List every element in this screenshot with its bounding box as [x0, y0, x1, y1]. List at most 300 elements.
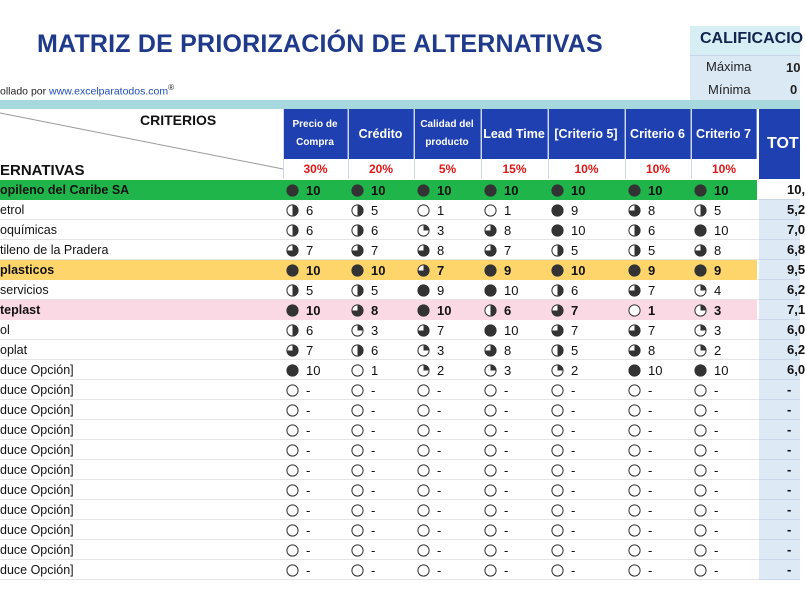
alternative-name[interactable]: duce Opción]	[0, 403, 74, 417]
harvey-ball-icon	[694, 424, 707, 437]
score-value: 2	[571, 362, 579, 378]
harvey-ball-icon	[484, 564, 497, 577]
score-cell[interactable]	[694, 400, 718, 420]
score-cell[interactable]	[694, 500, 718, 520]
score-value: -	[504, 522, 509, 538]
score-cell[interactable]	[628, 320, 655, 340]
score-cell[interactable]	[351, 340, 378, 360]
alternative-name[interactable]: ol	[0, 323, 10, 337]
score-value: 10	[306, 302, 321, 318]
score-cell[interactable]	[551, 440, 575, 460]
harvey-ball-icon	[484, 204, 497, 217]
score-cell[interactable]	[484, 280, 518, 300]
score-cell[interactable]	[286, 440, 310, 460]
harvey-ball-icon	[628, 304, 641, 317]
score-cell[interactable]	[484, 260, 511, 280]
score-cell[interactable]	[694, 220, 728, 240]
score-value: 6	[648, 222, 656, 238]
score-cell[interactable]	[551, 180, 585, 200]
alternative-name[interactable]: duce Opción]	[0, 463, 74, 477]
score-cell[interactable]	[286, 460, 310, 480]
alternative-name[interactable]: plasticos	[0, 263, 55, 277]
score-cell[interactable]	[484, 360, 511, 380]
score-cell[interactable]	[694, 540, 718, 560]
harvey-ball-icon	[351, 284, 364, 297]
score-cell[interactable]	[694, 360, 728, 380]
score-cell[interactable]	[628, 200, 655, 220]
score-cell[interactable]	[628, 460, 652, 480]
score-value: -	[437, 442, 442, 458]
score-cell[interactable]	[694, 280, 721, 300]
score-cell[interactable]	[351, 280, 378, 300]
table-row	[0, 240, 757, 260]
score-cell[interactable]	[694, 420, 718, 440]
score-cell[interactable]	[628, 360, 662, 380]
alternative-name[interactable]: duce Opción]	[0, 363, 74, 377]
score-cell[interactable]	[286, 340, 313, 360]
score-cell[interactable]	[286, 180, 320, 200]
score-cell[interactable]	[417, 280, 444, 300]
score-cell[interactable]	[286, 220, 313, 240]
score-value: 2	[714, 342, 722, 358]
harvey-ball-icon	[551, 244, 564, 257]
score-cell[interactable]	[694, 240, 721, 260]
score-cell[interactable]	[551, 420, 575, 440]
score-cell[interactable]	[628, 400, 652, 420]
criterion-header-5[interactable]: [Criterio 5]	[548, 109, 625, 159]
score-value: -	[571, 482, 576, 498]
score-cell[interactable]	[286, 500, 310, 520]
score-cell[interactable]	[484, 380, 508, 400]
score-cell[interactable]	[351, 180, 385, 200]
score-cell[interactable]	[628, 520, 652, 540]
score-cell[interactable]	[351, 420, 375, 440]
harvey-ball-icon	[286, 544, 299, 557]
harvey-ball-icon	[694, 444, 707, 457]
score-cell[interactable]	[628, 440, 652, 460]
alternativas-label: ERNATIVAS	[0, 162, 85, 179]
score-cell[interactable]	[694, 340, 721, 360]
score-cell[interactable]	[484, 220, 511, 240]
score-cell[interactable]	[484, 240, 511, 260]
score-value: -	[714, 402, 719, 418]
score-cell[interactable]	[551, 460, 575, 480]
harvey-ball-icon	[417, 344, 430, 357]
harvey-ball-icon	[286, 184, 299, 197]
score-cell[interactable]	[286, 280, 313, 300]
harvey-ball-icon	[694, 384, 707, 397]
score-cell[interactable]	[351, 440, 375, 460]
score-cell[interactable]	[417, 420, 441, 440]
score-cell[interactable]	[417, 360, 444, 380]
criterion-weight-2[interactable]: 20%	[368, 162, 394, 176]
alternative-name[interactable]: etrol	[0, 203, 25, 217]
score-cell[interactable]	[551, 200, 578, 220]
score-cell[interactable]	[694, 320, 721, 340]
score-cell[interactable]	[484, 500, 508, 520]
harvey-ball-icon	[351, 384, 364, 397]
score-cell[interactable]	[417, 540, 441, 560]
score-cell[interactable]	[551, 380, 575, 400]
harvey-ball-icon	[286, 524, 299, 537]
score-cell[interactable]	[351, 540, 375, 560]
score-cell[interactable]	[351, 300, 378, 320]
total-cell: -	[757, 420, 800, 440]
score-value: 10	[571, 182, 586, 198]
alternative-name[interactable]: oquímicas	[0, 223, 57, 237]
score-value: -	[648, 422, 653, 438]
score-cell[interactable]	[484, 400, 508, 420]
score-cell[interactable]	[551, 300, 578, 320]
score-cell[interactable]	[628, 500, 652, 520]
score-cell[interactable]	[694, 480, 718, 500]
score-cell[interactable]	[484, 320, 518, 340]
criterion-header-4[interactable]: Lead Time	[481, 109, 548, 159]
score-cell[interactable]	[417, 200, 444, 220]
score-cell[interactable]	[286, 260, 320, 280]
table-row	[0, 560, 757, 580]
harvey-ball-icon	[628, 464, 641, 477]
score-cell[interactable]	[551, 500, 575, 520]
table-row	[0, 500, 757, 520]
harvey-ball-icon	[628, 564, 641, 577]
score-cell[interactable]	[551, 520, 575, 540]
score-cell[interactable]	[417, 300, 451, 320]
score-value: 6	[571, 282, 579, 298]
score-cell[interactable]	[694, 460, 718, 480]
score-cell[interactable]	[484, 340, 511, 360]
column-divider	[414, 109, 415, 179]
score-cell[interactable]	[628, 480, 652, 500]
harvey-ball-icon	[694, 304, 707, 317]
score-cell[interactable]	[286, 480, 310, 500]
table-row	[0, 300, 757, 320]
alternative-name[interactable]: duce Opción]	[0, 423, 74, 437]
score-cell[interactable]	[484, 520, 508, 540]
score-cell[interactable]	[417, 260, 444, 280]
harvey-ball-icon	[694, 324, 707, 337]
score-cell[interactable]	[351, 220, 378, 240]
score-value: -	[714, 542, 719, 558]
score-cell[interactable]	[694, 440, 718, 460]
score-cell[interactable]	[351, 480, 375, 500]
score-cell[interactable]	[484, 180, 518, 200]
score-cell[interactable]	[286, 380, 310, 400]
score-cell[interactable]	[628, 260, 655, 280]
score-cell[interactable]	[484, 300, 511, 320]
harvey-ball-icon	[484, 344, 497, 357]
alternative-name[interactable]: duce Opción]	[0, 483, 74, 497]
harvey-ball-icon	[351, 444, 364, 457]
harvey-ball-icon	[551, 304, 564, 317]
score-value: -	[648, 522, 653, 538]
alternative-name[interactable]: duce Opción]	[0, 383, 74, 397]
score-cell[interactable]	[351, 400, 375, 420]
score-value: 10	[371, 182, 386, 198]
harvey-ball-icon	[417, 364, 430, 377]
harvey-ball-icon	[484, 524, 497, 537]
score-cell[interactable]	[351, 260, 385, 280]
harvey-ball-icon	[628, 484, 641, 497]
table-row	[0, 340, 757, 360]
alternative-name[interactable]: servicios	[0, 283, 49, 297]
harvey-ball-icon	[484, 424, 497, 437]
score-value: -	[437, 402, 442, 418]
harvey-ball-icon	[484, 184, 497, 197]
score-cell[interactable]	[417, 340, 444, 360]
score-cell[interactable]	[417, 560, 441, 580]
score-value: -	[714, 422, 719, 438]
score-cell[interactable]	[628, 180, 662, 200]
criterion-header-6[interactable]: Criterio 6	[625, 109, 691, 159]
score-cell[interactable]	[351, 460, 375, 480]
score-cell[interactable]	[551, 540, 575, 560]
score-value: 5	[714, 202, 722, 218]
score-cell[interactable]	[484, 480, 508, 500]
score-value: 10	[437, 302, 452, 318]
criterion-weight-1[interactable]: 30%	[303, 162, 328, 176]
harvey-ball-icon	[551, 324, 564, 337]
score-cell[interactable]	[551, 260, 585, 280]
score-cell[interactable]	[417, 460, 441, 480]
score-cell[interactable]	[551, 220, 585, 240]
score-value: 6	[306, 322, 314, 338]
harvey-ball-icon	[628, 544, 641, 557]
score-value: -	[504, 402, 509, 418]
score-cell[interactable]	[628, 280, 655, 300]
score-cell[interactable]	[628, 340, 655, 360]
harvey-ball-icon	[351, 304, 364, 317]
harvey-ball-icon	[351, 524, 364, 537]
score-value: -	[306, 402, 311, 418]
score-cell[interactable]	[551, 400, 575, 420]
score-cell[interactable]	[417, 320, 444, 340]
score-value: -	[437, 562, 442, 578]
score-cell[interactable]	[551, 320, 578, 340]
harvey-ball-icon	[628, 204, 641, 217]
alternative-name[interactable]: duce Opción]	[0, 503, 74, 517]
score-cell[interactable]	[351, 360, 378, 380]
column-divider	[481, 109, 482, 179]
score-cell[interactable]	[351, 200, 378, 220]
score-cell[interactable]	[351, 320, 378, 340]
score-cell[interactable]	[694, 380, 718, 400]
score-cell[interactable]	[484, 560, 508, 580]
score-cell[interactable]	[628, 540, 652, 560]
score-value: 10	[504, 282, 519, 298]
criterion-weight-5[interactable]: 10%	[574, 162, 599, 176]
harvey-ball-icon	[417, 204, 430, 217]
criterion-header-1[interactable]: Precio de Compra	[283, 109, 348, 159]
score-cell[interactable]	[484, 540, 508, 560]
score-cell[interactable]	[286, 320, 313, 340]
table-row	[0, 520, 757, 540]
score-cell[interactable]	[694, 200, 721, 220]
score-cell[interactable]	[286, 540, 310, 560]
score-value: 1	[371, 362, 379, 378]
harvey-ball-icon	[694, 484, 707, 497]
score-cell[interactable]	[484, 440, 508, 460]
score-value: 10	[437, 182, 452, 198]
score-value: 6	[504, 302, 512, 318]
alternative-name[interactable]: duce Opción]	[0, 523, 74, 537]
header-divider-bar	[0, 100, 800, 109]
score-value: 9	[648, 262, 656, 278]
score-cell[interactable]	[628, 420, 652, 440]
score-value: -	[437, 482, 442, 498]
alternative-name[interactable]: duce Opción]	[0, 443, 74, 457]
score-value: 8	[371, 302, 379, 318]
score-value: 1	[437, 202, 445, 218]
score-cell[interactable]	[628, 300, 655, 320]
harvey-ball-icon	[628, 404, 641, 417]
score-value: 3	[437, 222, 445, 238]
min-value[interactable]: 0	[790, 82, 798, 97]
score-cell[interactable]	[694, 260, 721, 280]
score-value: -	[714, 562, 719, 578]
alternative-name[interactable]: tileno de la Pradera	[0, 243, 109, 257]
score-value: 9	[504, 262, 512, 278]
alternative-name[interactable]: duce Opción]	[0, 563, 74, 577]
criterion-weight-4[interactable]: 15%	[502, 162, 527, 176]
score-cell[interactable]	[286, 420, 310, 440]
score-value: -	[437, 502, 442, 518]
score-cell[interactable]	[417, 180, 451, 200]
score-cell[interactable]	[694, 520, 718, 540]
harvey-ball-icon	[694, 264, 707, 277]
score-value: -	[371, 402, 376, 418]
harvey-ball-icon	[286, 244, 299, 257]
score-cell[interactable]	[417, 500, 441, 520]
score-cell[interactable]	[628, 220, 655, 240]
harvey-ball-icon	[628, 324, 641, 337]
score-cell[interactable]	[417, 440, 441, 460]
alternative-name[interactable]: teplast	[0, 303, 41, 317]
score-cell[interactable]	[628, 380, 652, 400]
table-row	[0, 540, 757, 560]
score-value: -	[371, 442, 376, 458]
score-cell[interactable]	[351, 240, 378, 260]
harvey-ball-icon	[417, 544, 430, 557]
score-value: 9	[571, 202, 579, 218]
harvey-ball-icon	[694, 504, 707, 517]
score-value: 7	[648, 322, 656, 338]
score-cell[interactable]	[286, 360, 320, 380]
harvey-ball-icon	[286, 444, 299, 457]
score-cell[interactable]	[417, 400, 441, 420]
score-cell[interactable]	[484, 420, 508, 440]
alternative-name[interactable]: opileno del Caribe SA	[0, 183, 130, 197]
harvey-ball-icon	[417, 464, 430, 477]
score-cell[interactable]	[628, 240, 655, 260]
alternative-name[interactable]: oplat	[0, 343, 28, 357]
score-value: 7	[306, 342, 314, 358]
score-cell[interactable]	[484, 200, 511, 220]
score-cell[interactable]	[417, 480, 441, 500]
harvey-ball-icon	[628, 504, 641, 517]
table-row	[0, 260, 757, 280]
score-value: -	[306, 562, 311, 578]
harvey-ball-icon	[551, 384, 564, 397]
score-cell[interactable]	[286, 520, 310, 540]
score-cell[interactable]	[417, 220, 444, 240]
total-cell: 6,2	[757, 340, 800, 360]
total-cell: -	[757, 520, 800, 540]
score-value: 7	[504, 242, 512, 258]
score-value: 8	[504, 222, 512, 238]
score-cell[interactable]	[551, 480, 575, 500]
score-cell[interactable]	[351, 500, 375, 520]
score-cell[interactable]	[551, 240, 578, 260]
score-cell[interactable]	[417, 520, 441, 540]
score-cell[interactable]	[551, 560, 575, 580]
score-cell[interactable]	[286, 560, 310, 580]
score-cell[interactable]	[551, 340, 578, 360]
alternative-name[interactable]: duce Opción]	[0, 543, 74, 557]
score-cell[interactable]	[484, 460, 508, 480]
harvey-ball-icon	[286, 424, 299, 437]
score-cell[interactable]	[417, 240, 444, 260]
score-value: -	[571, 442, 576, 458]
column-divider	[625, 109, 626, 179]
score-cell[interactable]	[417, 380, 441, 400]
score-cell[interactable]	[351, 560, 375, 580]
score-value: -	[504, 462, 509, 478]
score-value: 9	[437, 282, 445, 298]
score-cell[interactable]	[694, 560, 718, 580]
harvey-ball-icon	[551, 224, 564, 237]
criterion-weight-3[interactable]: 5%	[438, 162, 457, 176]
harvey-ball-icon	[694, 184, 707, 197]
total-cell: 6,2	[757, 280, 800, 300]
harvey-ball-icon	[417, 504, 430, 517]
score-cell[interactable]	[551, 360, 578, 380]
score-cell[interactable]	[286, 300, 320, 320]
score-cell[interactable]	[628, 560, 652, 580]
score-value: -	[371, 542, 376, 558]
score-cell[interactable]	[286, 400, 310, 420]
score-cell[interactable]	[694, 180, 728, 200]
score-cell[interactable]	[551, 280, 578, 300]
harvey-ball-icon	[484, 544, 497, 557]
score-value: 9	[714, 262, 722, 278]
score-cell[interactable]	[351, 380, 375, 400]
harvey-ball-icon	[286, 224, 299, 237]
score-value: 2	[437, 362, 445, 378]
score-value: 10	[306, 182, 321, 198]
max-value[interactable]: 10	[786, 60, 801, 75]
table-row	[0, 220, 757, 240]
harvey-ball-icon	[484, 264, 497, 277]
total-cell: -	[757, 480, 800, 500]
total-cell: 6,0	[757, 320, 800, 340]
harvey-ball-icon	[417, 304, 430, 317]
score-value: 8	[648, 202, 656, 218]
criterion-header-2[interactable]: Crédito	[348, 109, 414, 159]
score-cell[interactable]	[286, 240, 313, 260]
criterion-weight-6[interactable]: 10%	[645, 162, 671, 176]
credit-link[interactable]: www.excelparatodos.com	[49, 85, 169, 98]
total-header: TOT	[757, 109, 800, 179]
harvey-ball-icon	[417, 484, 430, 497]
score-cell[interactable]	[286, 200, 313, 220]
criterion-weight-7[interactable]: 10%	[711, 162, 737, 176]
score-cell[interactable]	[351, 520, 375, 540]
criterion-header-7[interactable]: Criterio 7	[691, 109, 757, 159]
score-cell[interactable]	[694, 300, 721, 320]
criterion-header-3[interactable]: Calidad del producto	[414, 109, 481, 159]
score-value: -	[648, 502, 653, 518]
